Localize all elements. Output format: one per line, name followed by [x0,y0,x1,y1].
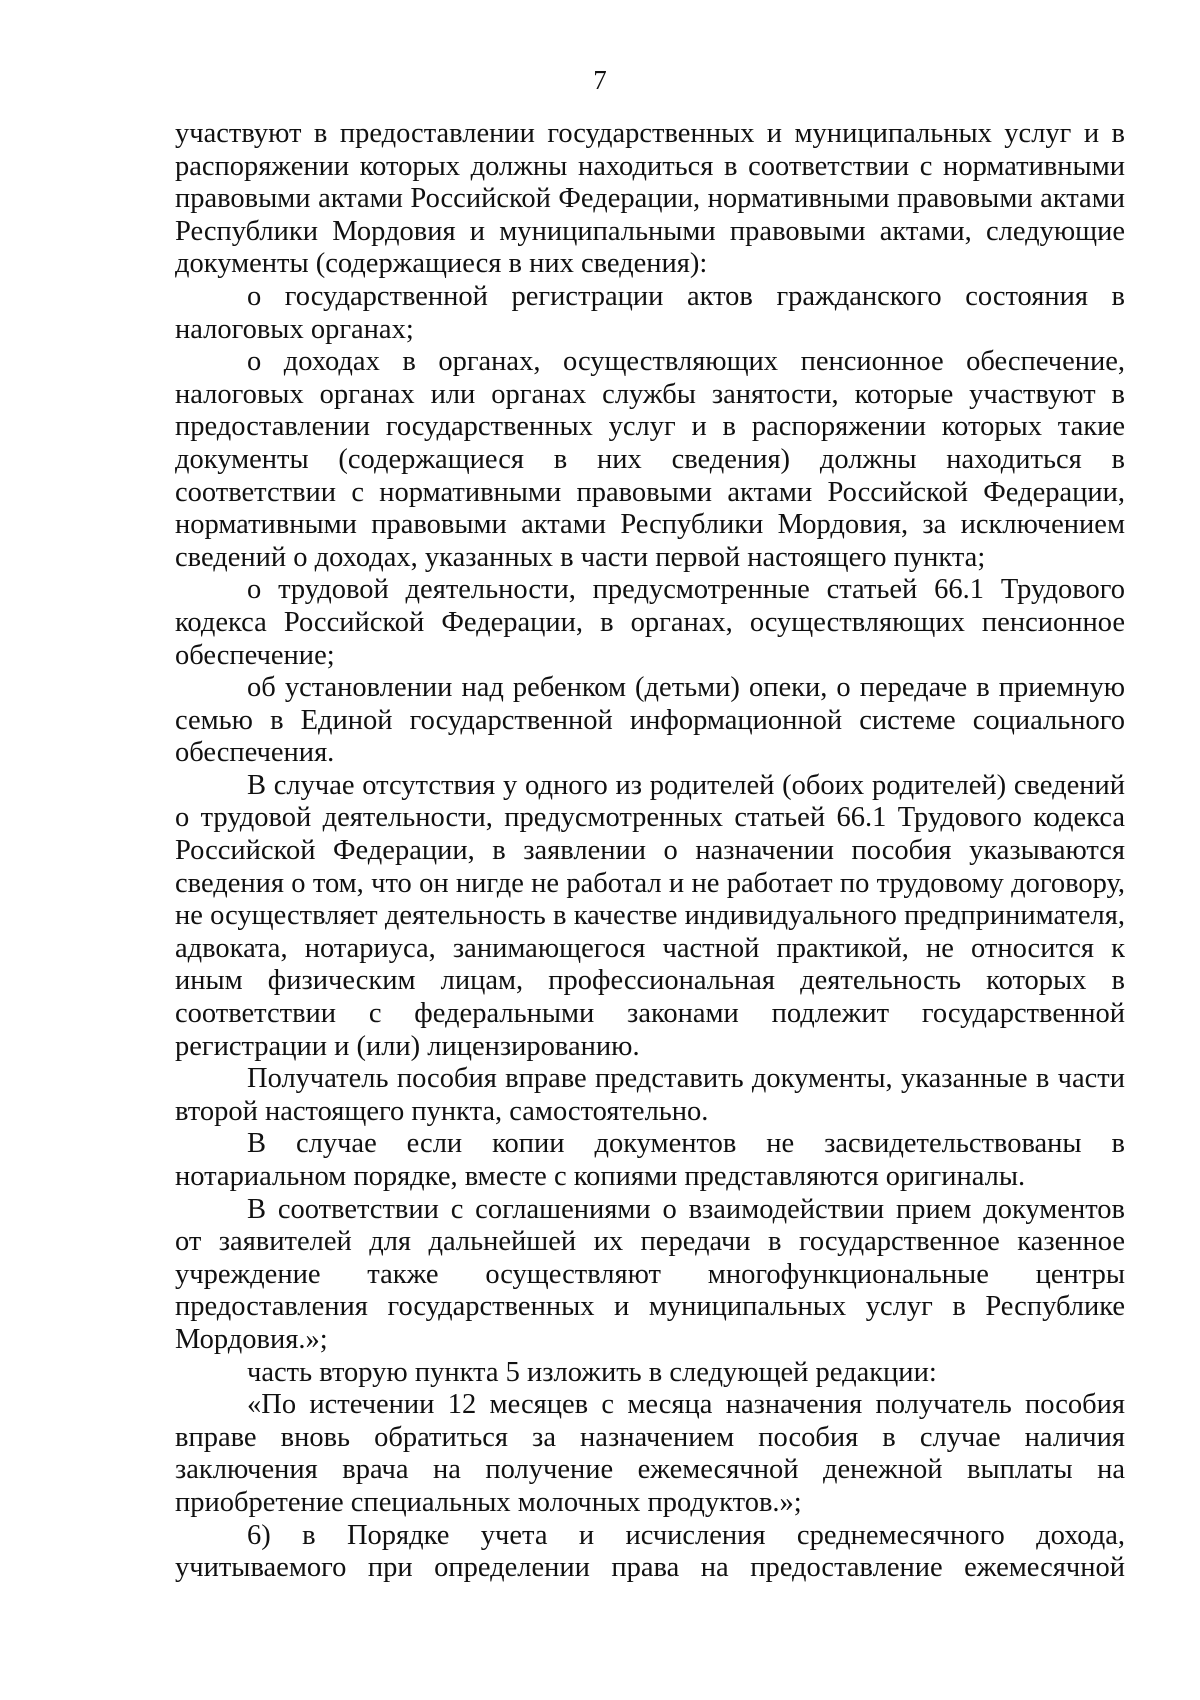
page-number: 7 [593,65,607,95]
paragraph: о доходах в органах, осуществляющих пенсионное обеспечение, налоговых органах или органах службы занятости, которые участвуют в предоставлении государственных услуг и в распоряжении которых такие документы (содержащиеся в них сведения) должны находиться в соответствии с нормативными правовыми актами Российской Федерации, нормативными правовыми актами Республики Мордовия, за исключением сведений о доходах, указанных в части первой настоящего пункта; [175,346,1125,573]
paragraph: В случае если копии документов не засвидетельствованы в нотариальном порядке, вместе с копиями представляются оригиналы. [175,1128,1125,1192]
paragraph: 6) в Порядке учета и исчисления среднемесячного дохода, учитываемого при определении права на предоставление ежемесячной [175,1519,1125,1584]
paragraph: об установлении над ребенком (детьми) опеки, о передаче в приемную семью в Единой государственной информационной системе социального обеспечения. [175,672,1125,769]
document-body [175,118,1125,1585]
paragraph: часть вторую пункта 5 изложить в следующей редакции: [247,1356,937,1388]
paragraph: В случае отсутствия у одного из родителей (обоих родителей) сведений о трудовой деятельности, предусмотренных статьей 66.1 Трудового кодекса Российской Федерации, в заявлении о назначении пособия указываются сведения о том, что он нигде не работал и не работает по трудовому договору, не осуществляет деятельность в качестве индивидуального предпринимателя, адвоката, нотариуса, занимающегося частной практикой, не относится к иным физическим лицам, профессиональная деятельность которых в соответствии с федеральными законами подлежит государственной регистрации и (или) лицензированию. [175,769,1125,1062]
paragraph: Получатель пособия вправе представить документы, указанные в части второй настоящего пункта, самостоятельно. [175,1063,1125,1127]
paragraph: о трудовой деятельности, предусмотренные статьей 66.1 Трудового кодекса Российской Федерации, в органах, осуществляющих пенсионное обеспечение; [175,574,1125,671]
paragraph: участвуют в предоставлении государственных и муниципальных услуг и в распоряжении которых должны находиться в соответствии с нормативными правовыми актами Российской Федерации, нормативными правовыми актами Республики Мордовия и муниципальными правовыми актами, следующие документы (содержащиеся в них сведения): [175,118,1125,280]
paragraph: о государственной регистрации актов гражданского состояния в налоговых органах; [175,280,1125,345]
paragraph: «По истечении 12 месяцев с месяца назначения получатель пособия вправе вновь обратиться за назначением пособия в случае наличия заключения врача на получение ежемесячной денежной выплаты на приобретение специальных молочных продуктов.»; [175,1389,1125,1518]
paragraph: В соответствии с соглашениями о взаимодействии прием документов от заявителей для дальнейшей их передачи в государственное казенное учреждение также осуществляют многофункциональные центры предоставления государственных и муниципальных услуг в Республике Мордовия.»; [175,1193,1125,1355]
